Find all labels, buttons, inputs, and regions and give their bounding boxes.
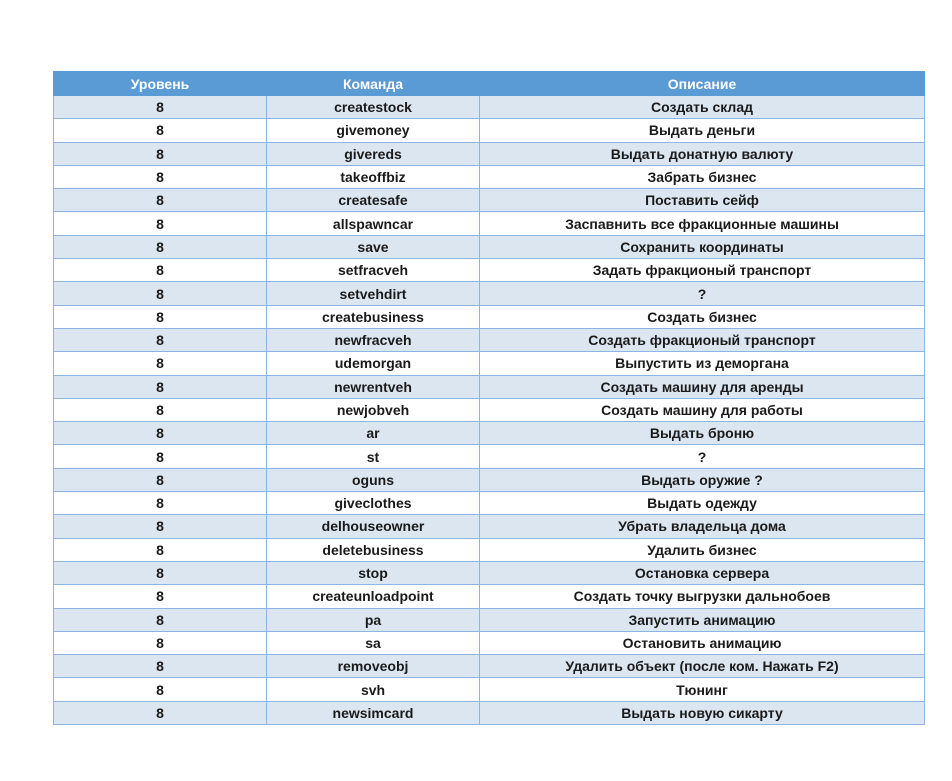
cell-level: 8 <box>54 235 267 258</box>
cell-description: Создать машину для работы <box>480 398 925 421</box>
cell-command: createbusiness <box>267 305 480 328</box>
cell-command: allspawncar <box>267 212 480 235</box>
table-row <box>54 96 925 119</box>
cell-description: Запустить анимацию <box>480 608 925 631</box>
cell-level: 8 <box>54 585 267 608</box>
cell-level: 8 <box>54 398 267 421</box>
header-description: Описание <box>480 72 925 96</box>
table-row <box>54 305 925 328</box>
table-row <box>54 165 925 188</box>
table-row <box>54 352 925 375</box>
cell-description: Удалить бизнес <box>480 538 925 561</box>
header-level: Уровень <box>54 72 267 96</box>
table-row <box>54 398 925 421</box>
cell-description: Выдать одежду <box>480 492 925 515</box>
cell-command: newsimcard <box>267 701 480 724</box>
table-row <box>54 468 925 491</box>
commands-table-container <box>53 71 924 725</box>
cell-description: Создать бизнес <box>480 305 925 328</box>
table-row <box>54 328 925 351</box>
cell-description: Выдать оружие ? <box>480 468 925 491</box>
table-row <box>54 189 925 212</box>
header-row <box>54 72 925 96</box>
cell-level: 8 <box>54 96 267 119</box>
cell-description: Создать точку выгрузки дальнобоев <box>480 585 925 608</box>
cell-description: Поставить сейф <box>480 189 925 212</box>
cell-description: Остановить анимацию <box>480 631 925 654</box>
cell-command: oguns <box>267 468 480 491</box>
cell-command: newrentveh <box>267 375 480 398</box>
cell-description: Заспавнить все фракционные машины <box>480 212 925 235</box>
header-command: Команда <box>267 72 480 96</box>
cell-description: Создать фракционый транспорт <box>480 328 925 351</box>
cell-command: removeobj <box>267 655 480 678</box>
cell-command: giveclothes <box>267 492 480 515</box>
table-body <box>54 96 925 725</box>
cell-level: 8 <box>54 631 267 654</box>
cell-description: Тюнинг <box>480 678 925 701</box>
table-row <box>54 375 925 398</box>
cell-command: newjobveh <box>267 398 480 421</box>
table-row <box>54 235 925 258</box>
cell-level: 8 <box>54 305 267 328</box>
cell-level: 8 <box>54 468 267 491</box>
cell-command: ar <box>267 422 480 445</box>
table-row <box>54 119 925 142</box>
cell-level: 8 <box>54 655 267 678</box>
table-row <box>54 701 925 724</box>
table-row <box>54 445 925 468</box>
cell-level: 8 <box>54 422 267 445</box>
cell-level: 8 <box>54 142 267 165</box>
cell-description: Выдать новую сикарту <box>480 701 925 724</box>
table-row <box>54 538 925 561</box>
table-row <box>54 561 925 584</box>
table-row <box>54 655 925 678</box>
cell-command: takeoffbiz <box>267 165 480 188</box>
cell-level: 8 <box>54 678 267 701</box>
cell-description: Выдать донатную валюту <box>480 142 925 165</box>
cell-level: 8 <box>54 608 267 631</box>
table-row <box>54 585 925 608</box>
cell-level: 8 <box>54 328 267 351</box>
cell-description: Удалить объект (после ком. Нажать F2) <box>480 655 925 678</box>
cell-level: 8 <box>54 515 267 538</box>
table-row <box>54 282 925 305</box>
cell-description: Задать фракционый транспорт <box>480 259 925 282</box>
cell-level: 8 <box>54 445 267 468</box>
cell-level: 8 <box>54 212 267 235</box>
cell-command: sa <box>267 631 480 654</box>
table-row <box>54 422 925 445</box>
cell-level: 8 <box>54 165 267 188</box>
cell-description: ? <box>480 282 925 305</box>
cell-command: createunloadpoint <box>267 585 480 608</box>
cell-command: setvehdirt <box>267 282 480 305</box>
table-row <box>54 631 925 654</box>
cell-level: 8 <box>54 282 267 305</box>
table-row <box>54 492 925 515</box>
cell-description: Сохранить координаты <box>480 235 925 258</box>
cell-command: udemorgan <box>267 352 480 375</box>
cell-description: Забрать бизнес <box>480 165 925 188</box>
table-header <box>54 72 925 96</box>
cell-level: 8 <box>54 538 267 561</box>
table-row <box>54 515 925 538</box>
cell-level: 8 <box>54 561 267 584</box>
cell-level: 8 <box>54 375 267 398</box>
table-row <box>54 142 925 165</box>
cell-description: Создать машину для аренды <box>480 375 925 398</box>
table-row <box>54 212 925 235</box>
table-row <box>54 678 925 701</box>
cell-description: Выпустить из деморгана <box>480 352 925 375</box>
cell-command: givemoney <box>267 119 480 142</box>
cell-level: 8 <box>54 701 267 724</box>
cell-command: stop <box>267 561 480 584</box>
cell-command: pa <box>267 608 480 631</box>
cell-command: st <box>267 445 480 468</box>
cell-description: Создать склад <box>480 96 925 119</box>
cell-command: save <box>267 235 480 258</box>
cell-description: Остановка сервера <box>480 561 925 584</box>
cell-command: createsafe <box>267 189 480 212</box>
cell-command: givereds <box>267 142 480 165</box>
table-row <box>54 259 925 282</box>
cell-command: newfracveh <box>267 328 480 351</box>
table-row <box>54 608 925 631</box>
cell-level: 8 <box>54 259 267 282</box>
cell-command: svh <box>267 678 480 701</box>
cell-command: deletebusiness <box>267 538 480 561</box>
cell-description: Выдать броню <box>480 422 925 445</box>
cell-level: 8 <box>54 119 267 142</box>
cell-command: delhouseowner <box>267 515 480 538</box>
cell-level: 8 <box>54 189 267 212</box>
cell-level: 8 <box>54 492 267 515</box>
cell-description: ? <box>480 445 925 468</box>
cell-level: 8 <box>54 352 267 375</box>
cell-command: createstock <box>267 96 480 119</box>
commands-table <box>53 71 925 725</box>
cell-description: Выдать деньги <box>480 119 925 142</box>
cell-command: setfracveh <box>267 259 480 282</box>
cell-description: Убрать владельца дома <box>480 515 925 538</box>
